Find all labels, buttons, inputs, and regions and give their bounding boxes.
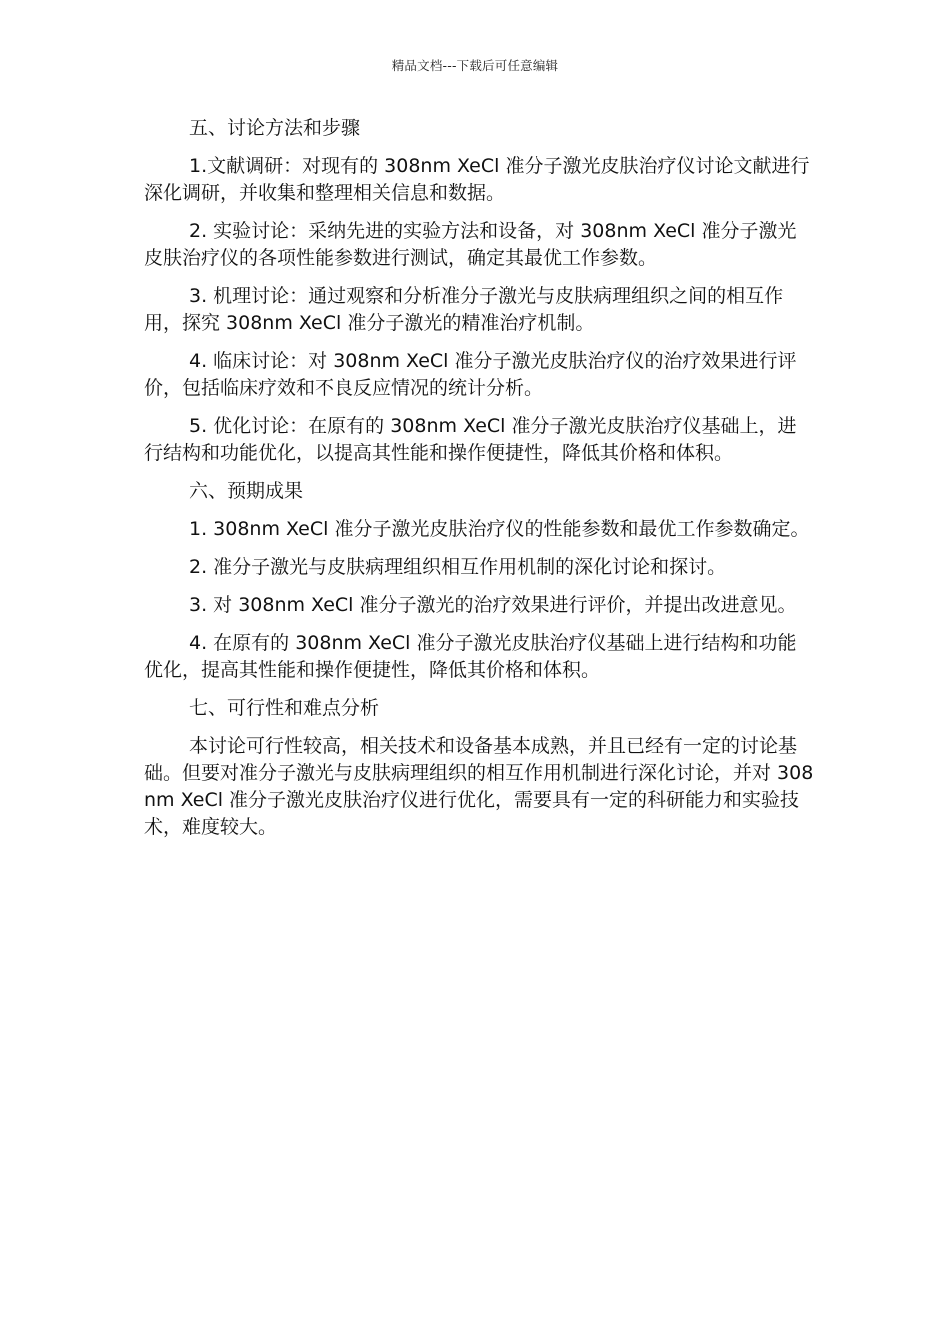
method-item-5: 5. 优化讨论：在原有的 308nm XeCl 准分子激光皮肤治疗仪基础上，进行结构和功能优化，以提高其性能和操作便捷性，降低其价格和体积。 xyxy=(144,415,797,464)
result-item-2: 2. 准分子激光与皮肤病理组织相互作用机制的深化讨论和探讨。 xyxy=(189,556,727,578)
feasibility-paragraph: 本讨论可行性较高，相关技术和设备基本成熟，并且已经有一定的讨论基础。但要对准分子激光与皮肤病理组织的相互作用机制进行深化讨论，并对 308nm XeCl 准分子激光皮肤治疗仪进行优化，需要具有一定的科研能力和实验技术，难度较大。 xyxy=(144,735,814,838)
result-item-4: 4. 在原有的 308nm XeCl 准分子激光皮肤治疗仪基础上进行结构和功能优化，提高其性能和操作便捷性，降低其价格和体积。 xyxy=(144,632,797,681)
page-header: 精品文档---下载后可任意编辑 xyxy=(391,58,559,73)
result-item-3: 3. 对 308nm XeCl 准分子激光的治疗效果进行评价，并提出改进意见。 xyxy=(189,594,797,616)
method-item-3: 3. 机理讨论：通过观察和分析准分子激光与皮肤病理组织之间的相互作用，探究 308nm XeCl 准分子激光的精准治疗机制。 xyxy=(144,285,784,334)
method-item-2: 2. 实验讨论：采纳先进的实验方法和设备，对 308nm XeCl 准分子激光皮肤治疗仪的各项性能参数进行测试，确定其最优工作参数。 xyxy=(144,220,797,269)
method-item-4: 4. 临床讨论：对 308nm XeCl 准分子激光皮肤治疗仪的治疗效果进行评价，包括临床疗效和不良反应情况的统计分析。 xyxy=(144,350,797,399)
result-item-1: 1. 308nm XeCl 准分子激光皮肤治疗仪的性能参数和最优工作参数确定。 xyxy=(189,518,810,540)
document-body xyxy=(144,115,814,852)
method-item-1: 1.文献调研：对现有的 308nm XeCl 准分子激光皮肤治疗仪讨论文献进行深化调研，并收集和整理相关信息和数据。 xyxy=(144,155,810,204)
section-heading-methods: 五、讨论方法和步骤 xyxy=(189,117,361,139)
section-heading-results: 六、预期成果 xyxy=(189,480,304,502)
section-heading-feasibility: 七、可行性和难点分析 xyxy=(189,697,380,719)
